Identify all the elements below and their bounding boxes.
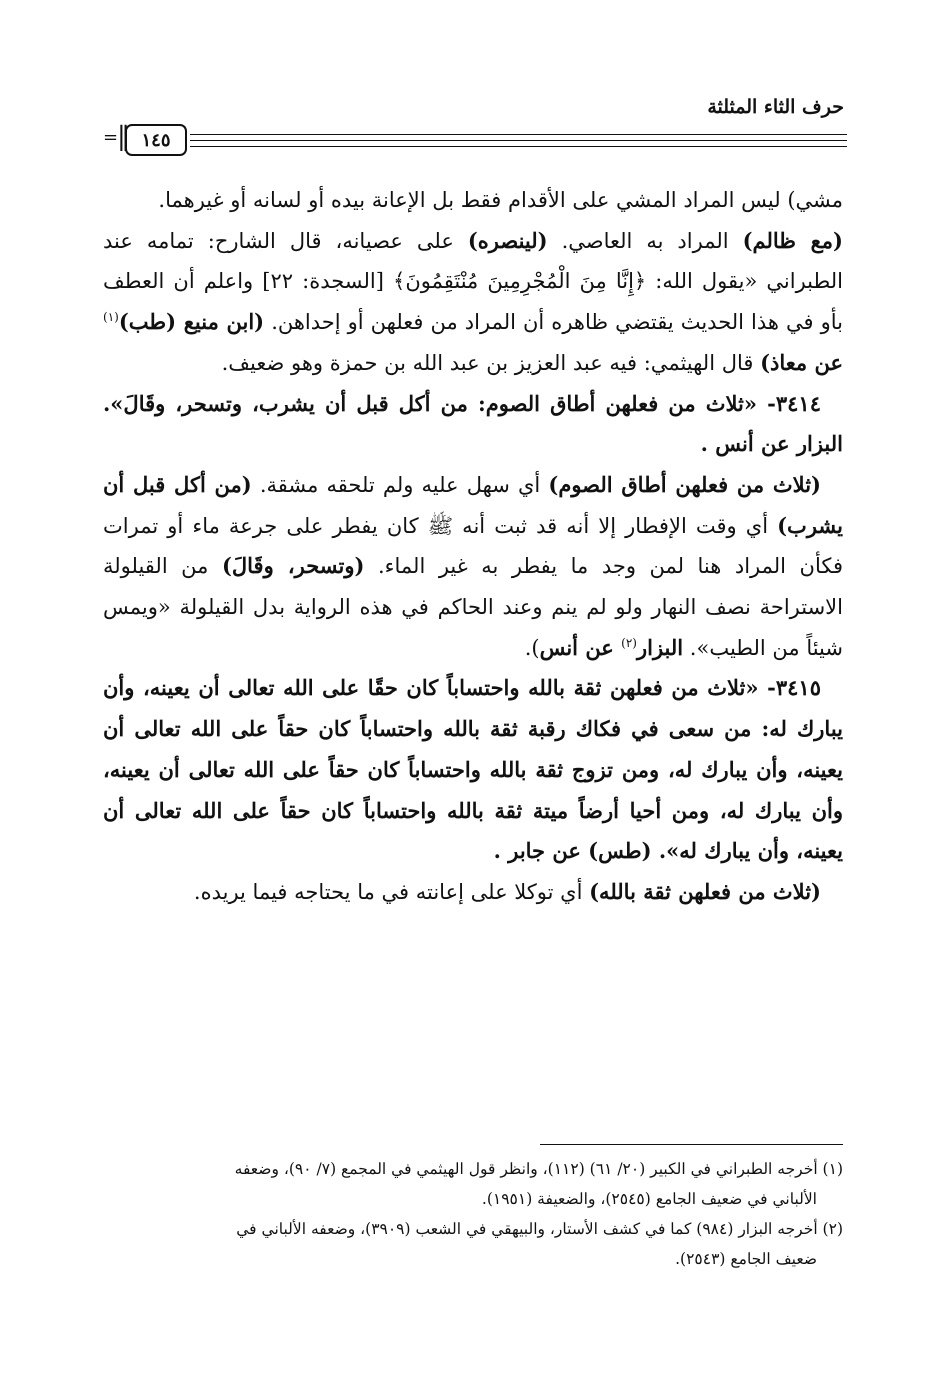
page-number: ١٤٥ — [125, 124, 187, 156]
bold-phrase: (وتسحر، وقَالَ) — [221, 553, 365, 579]
text-run: أي سهل عليه ولم تلحقه مشقة. — [251, 472, 549, 497]
bold-phrase: (لينصره) — [467, 227, 548, 253]
text-run: المراد به العاصي. — [547, 228, 743, 253]
hadith-number: ٣٤١٥- — [758, 675, 821, 701]
footnote-text: الألباني في ضعيف الجامع (٢٥٤٥)، والضعيفة (١٩٥١). — [481, 1190, 817, 1208]
text-run: مشي) ليس المراد المشي على الأقدام فقط بل الإعانة بيده أو لسانه أو غيرهما. — [158, 188, 843, 212]
footnote-2-cont — [103, 1244, 843, 1274]
header-rule — [190, 134, 847, 135]
paragraph — [103, 465, 843, 669]
hadith-3414 — [103, 384, 843, 465]
text-run: أي توكلا على إعانته في ما يحتاجه فيما يريده. — [193, 879, 590, 904]
footnote-ref: (٢) — [621, 635, 637, 650]
hadith-3415 — [103, 668, 843, 872]
footnote-text: ضعيف الجامع (٢٥٤٣). — [675, 1250, 817, 1268]
footnotes — [103, 1154, 843, 1274]
bold-phrase: عن أنس — [539, 634, 622, 660]
header-mark: = — [103, 127, 119, 148]
text-run: على عصيانه، قال الشارح: تمامه عند الطبراني «يقول الله: ﴿إِنَّا مِنَ الْمُجْرِمِينَ مُنْتَقِمُونَ﴾ [السجدة: ٢٢] واعلم أن العطف بأو في هذا الحديث يقتضي ظاهره أن المراد من فعلهن أو إحداهن. — [103, 228, 844, 335]
bold-phrase: (من أكل قبل أن يشرب) — [103, 471, 843, 538]
paragraph — [103, 180, 843, 384]
footnote-2 — [103, 1214, 843, 1244]
footnote-1-cont — [103, 1184, 843, 1214]
header-rule — [190, 146, 847, 147]
text-run: ). — [524, 635, 540, 660]
hadith-text: «ثلاث من فعلهن أطاق الصوم: من أكل قبل أن يشرب، وتسحر، وقَالَ». البزار عن أنس . — [103, 390, 843, 457]
footnote-text: (٢) أخرجه البزار (٩٨٤) كما في كشف الأستار، والبيهقي في الشعب (٣٩٠٩)، وضعفه الألباني في — [236, 1220, 843, 1238]
text-run: أي وقت الإفطار إلا أنه قد ثبت أنه ﷺ كان يفطر على جرعة ماء أو تمرات فكأن المراد هنا لمن وجد ما يفطر به غير الماء. — [103, 513, 843, 579]
footnote-ref: (١) — [103, 310, 119, 325]
header-rule — [190, 140, 847, 141]
bold-phrase: (ثلاث من فعلهن ثقة بالله) — [589, 878, 821, 904]
bold-phrase: عن معاذ) — [760, 349, 843, 375]
header-bar-mark: ‖ — [117, 122, 130, 152]
running-title: حرف الثاء المثلثة — [707, 96, 844, 118]
text-run: من القيلولة الاستراحة نصف النهار ولو لم ينم وعند الحاكم في هذه الرواية بدل القيلولة «ويمس شيئاً من الطيب». — [103, 554, 843, 660]
bold-phrase: (مع ظالم) — [742, 227, 843, 253]
footnote-separator — [540, 1144, 843, 1145]
paragraph — [103, 872, 843, 913]
text-run: قال الهيثمي: فيه عبد العزيز بن عبد الله بن حمزة وهو ضعيف. — [221, 350, 761, 375]
main-text — [103, 180, 843, 913]
footnote-1 — [103, 1154, 843, 1184]
footnote-text: (١) أخرجه الطبراني في الكبير (٢٠/ ٦١) (١١٢)، وانظر قول الهيثمي في المجمع (٧/ ٩٠)، وضعفه — [234, 1160, 843, 1178]
bold-phrase: (ابن منيع (طب) — [118, 309, 265, 335]
bold-phrase: (ثلاث من فعلهن أطاق الصوم) — [548, 471, 821, 497]
hadith-text: «ثلاث من فعلهن ثقة بالله واحتساباً كان حقًا على الله تعالى أن يعينه، وأن يبارك له: من سعى في فكاك رقبة ثقة بالله واحتساباً كان حقاً على الله تعالى أن يعينه، وأن يبارك له، ومن تزوج ثقة بالله واحتساباً كان حقاً على الله تعالى أن يعينه، وأن يبارك له، ومن أحيا أرضاً ميتة ثقة بالله واحتساباً كان حقاً على الله تعالى أن يعينه، وأن يبارك له». (طس) عن جابر . — [103, 675, 843, 864]
hadith-number: ٣٤١٤- — [757, 390, 821, 416]
bold-phrase: البزار — [636, 634, 684, 660]
